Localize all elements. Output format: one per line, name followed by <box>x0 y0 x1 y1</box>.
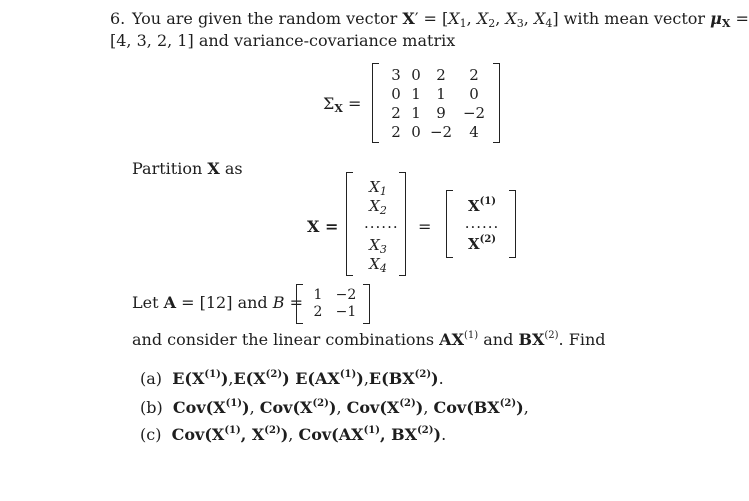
dots-right: ...... <box>464 214 500 232</box>
sigma-cell: 2 <box>391 123 401 141</box>
part-x-1: $X^{(1)}$ <box>467 196 497 215</box>
part-a: (a) $E(X^{(1)}),E(X^{(2)})$ E(AX$^{(1)}$),E(BX$^{(2)}$). <box>140 369 444 388</box>
b-cell: 2 <box>313 304 323 320</box>
mean-value: [4, 3, 2, 1] <box>110 31 194 50</box>
x-label: X = <box>307 217 339 236</box>
sigma-cell: 4 <box>469 123 479 141</box>
partition-left-vector <box>346 172 406 276</box>
problem-number: 6. <box>110 9 126 28</box>
part-x3: $X_3$ <box>369 236 387 256</box>
part-c: (c) $Cov(X^{(1)}$, $X^{(2)}$), Cov(AX$^{(1)}$, BX$^{(2)}$). <box>140 425 447 444</box>
equals-sign: = <box>418 217 432 236</box>
sigma-matrix <box>372 63 500 143</box>
sigma-cell: 0 <box>469 85 479 103</box>
sigma-cell: 0 <box>411 123 421 141</box>
part-x1: $X_1$ <box>369 178 387 198</box>
sigma-cell: 1 <box>411 104 421 122</box>
sigma-cell: −2 <box>462 104 486 122</box>
sigma-cell: 9 <box>436 104 446 122</box>
sigma-label: $\Sigma_X$ = <box>323 94 362 115</box>
sigma-cell: 1 <box>436 85 446 103</box>
b-cell: −1 <box>335 304 357 320</box>
b-cell: 1 <box>313 287 323 303</box>
b-cell: −2 <box>335 287 357 303</box>
partition-right-vector <box>446 190 516 258</box>
sigma-cell: 2 <box>391 104 401 122</box>
problem-statement-line1: You are given the random vector $X' = [X_1$, $X_2$, $X_3$, $X_4$] with mean vector $\mu_X$ = <box>132 9 749 30</box>
b-matrix <box>296 284 370 324</box>
sigma-cell: 0 <box>411 66 421 84</box>
dots-left: ...... <box>364 214 399 232</box>
part-x4: $X_4$ <box>369 255 387 275</box>
a-value: [12] <box>199 293 233 312</box>
partition-text: Partition X as <box>132 159 243 178</box>
sigma-cell: −2 <box>429 123 453 141</box>
sigma-cell: 3 <box>391 66 401 84</box>
consider-text: and consider the linear combinations AX$^{(1)}$ and BX$^{(2)}$. Find <box>132 330 606 349</box>
sigma-cell: 0 <box>391 85 401 103</box>
sigma-cell: 2 <box>469 66 479 84</box>
part-x-2: $X^{(2)}$ <box>467 234 497 253</box>
sigma-cell: 2 <box>436 66 446 84</box>
sigma-cell: 1 <box>411 85 421 103</box>
part-b: (b) $Cov(X^{(1)})$, $Cov(X^{(2)})$, $Cov(X^{(2)})$, Cov(BX$^{(2)}$), <box>140 398 529 417</box>
let-text: Let A = [12] and B = <box>132 293 304 312</box>
part-x2: $X_2$ <box>369 197 387 217</box>
problem-statement-line2: [4, 3, 2, 1] and variance-covariance matrix <box>110 31 456 50</box>
